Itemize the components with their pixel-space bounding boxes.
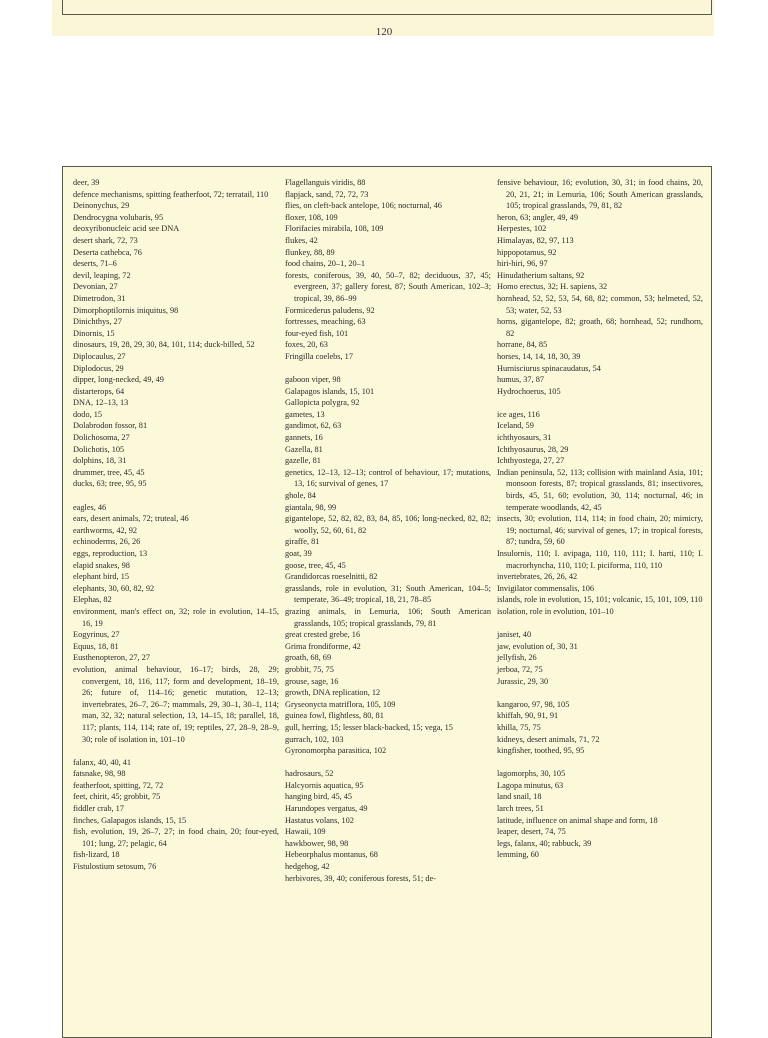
- letter-group-gap: [73, 745, 279, 757]
- index-entry: jellyfish, 26: [497, 653, 537, 663]
- index-entry: Homo erectus, 32; H. sapiens, 32: [497, 282, 608, 292]
- index-entry: hedgehog, 42: [285, 862, 330, 872]
- index-entry: echinoderms, 26, 26: [73, 537, 141, 547]
- index-entry: islands, role in evolution, 15, 101; volcanic, 15, 101, 109, 110: [497, 595, 703, 605]
- index-entry: insects, 30; evolution, 114, 114; in food chain, 20; mimicry, 19; nocturnal, 46; survival of genes, 17; in tropical forests, 87; tundra, 59, 60: [497, 514, 703, 547]
- index-entry: grasslands, role in evolution, 31; South American, 104–5; temperate, 36–49; tropical, 18, 21, 78–85: [285, 583, 491, 605]
- index-entry: horses, 14, 14, 18, 30, 39: [497, 351, 581, 361]
- index-entry: Dolabrodon fossor, 81: [73, 421, 148, 431]
- letter-group-gap: [497, 687, 703, 699]
- index-entry: goose, tree, 45, 45: [285, 560, 346, 570]
- index-entry: Halcyornis aquatica, 95: [285, 780, 364, 790]
- index-entry: Gazella, 81: [285, 444, 323, 454]
- index-entry: eggs, reproduction, 13: [73, 549, 148, 558]
- letter-group-gap: [73, 490, 279, 502]
- index-entry: hippopotamus, 92: [497, 247, 557, 257]
- index-entry: lemming, 60: [497, 850, 539, 860]
- index-entry: dipper, long-necked, 49, 49: [73, 375, 164, 385]
- index-entry: growth, DNA replication, 12: [285, 688, 381, 698]
- index-entry: food chains, 20–1, 20–1: [285, 259, 365, 269]
- index-entry: Grandidorcas roeselnitti, 82: [285, 572, 378, 582]
- index-column-middle: [285, 177, 491, 884]
- index-entry: four-eyed fish, 101: [285, 328, 349, 338]
- letter-group-gap: [285, 757, 491, 769]
- index-entry: heron, 63; angler, 49, 49: [497, 212, 579, 222]
- index-entry: hiri-hiri, 96, 97: [497, 259, 548, 269]
- index-entry: drummer, tree, 45, 45: [73, 467, 145, 477]
- index-entry: Eogyrinus, 27: [73, 630, 120, 640]
- index-entry: Lagopa minutus, 63: [497, 780, 564, 790]
- index-entry: janiset, 40: [497, 630, 532, 640]
- previous-page-frame: [62, 0, 712, 15]
- index-entry: latitude, influence on animal shape and form, 18: [497, 815, 658, 825]
- index-entry: groath, 68, 69: [285, 653, 332, 663]
- index-page: [62, 166, 712, 1038]
- index-entry: horns, gigantelope, 82; groath, 68; hornhead, 52; rundhorn, 82: [497, 317, 703, 338]
- index-entry: elephants, 30, 60, 82, 92: [73, 583, 155, 593]
- index-entry: fish-lizard, 18: [73, 850, 120, 860]
- index-entry: humus, 37, 87: [497, 375, 545, 385]
- index-entry: Formicederus paludens, 92: [285, 305, 375, 315]
- index-entry: fish, evolution, 19, 26–7, 27; in food chain, 20; four-eyed, 101; lung, 27; pelagic, 64: [73, 827, 279, 848]
- index-entry: Ichthyostega, 27, 27: [497, 456, 565, 466]
- index-entry: Hurnisciurus spinacaudatus, 54: [497, 363, 601, 373]
- index-entry: Devonian, 27: [73, 282, 118, 292]
- index-entry: gannets, 16: [285, 433, 323, 443]
- index-entry: Hinudatherium saltans, 92: [497, 270, 585, 280]
- letter-group-gap: [497, 397, 703, 409]
- index-entry: Eusthenopteron, 27, 27: [73, 653, 150, 663]
- index-entry: khilla, 75, 75: [497, 722, 541, 732]
- index-entry: Diplodocus, 29: [73, 363, 124, 373]
- index-entry: horrane, 84, 85: [497, 340, 548, 350]
- index-entry: grobbit, 75, 75: [285, 664, 334, 674]
- index-entry: Flagellanguis viridis, 88: [285, 178, 366, 187]
- index-entry: genetics, 12–13, 12–13; control of behaviour, 17; mutations, 13, 16; survival of genes, 17: [285, 467, 491, 489]
- index-entry: jerboa, 72, 75: [497, 664, 543, 674]
- index-entry: fiddler crab, 17: [73, 804, 124, 814]
- index-entry: Dinichthys, 27: [73, 317, 122, 327]
- index-entry: Dinornis, 15: [73, 328, 115, 338]
- index-entry: lagomorphs, 30, 105: [497, 769, 566, 779]
- index-entry: devil, leaping, 72: [73, 270, 131, 280]
- index-entry: Hebeorphalus montanus, 68: [285, 850, 378, 860]
- index-entry: grazing animals, in Lemuria, 106; South American grasslands, 105; tropical grasslands, 79, 81: [285, 606, 491, 628]
- index-entry: Hastatus volans, 102: [285, 815, 354, 825]
- index-entry: jaw, evolution of, 30, 31: [497, 641, 578, 651]
- letter-group-gap: [285, 363, 491, 375]
- index-entry: gurrach, 102, 103: [285, 734, 344, 744]
- index-entry: larch trees, 51: [497, 804, 544, 814]
- index-entry: elephant bird, 15: [73, 572, 129, 582]
- index-entry: finches, Galapagos islands, 15, 15: [73, 815, 187, 825]
- index-entry: Gallopicta polygra, 92: [285, 398, 360, 408]
- index-entry: land snail, 18: [497, 792, 542, 802]
- index-entry: Dimorphoptilornis iniquitus, 98: [73, 305, 179, 315]
- index-entry: goat, 39: [285, 549, 312, 558]
- index-entry: flies, on cleft-back antelope, 106; nocturnal, 46: [285, 201, 442, 211]
- index-entry: distarterops, 64: [73, 386, 125, 396]
- index-entry: Insulornis, 110; I. avipaga, 110, 110, 111; I. harti, 110; I. macrorhyncha, 110, 110; I. piciforma, 110, 110: [497, 549, 703, 570]
- index-entry: desert shark, 72, 73: [73, 235, 138, 245]
- index-entry: fortresses, meaching, 63: [285, 317, 366, 327]
- index-entry: Deserta cathebca, 76: [73, 247, 142, 257]
- index-entry: leaper, desert, 74, 75: [497, 827, 566, 837]
- index-entry: isolation, role in evolution, 101–10: [497, 606, 614, 616]
- index-entry: hawkbower, 98, 98: [285, 838, 349, 848]
- letter-group-gap: [497, 618, 703, 630]
- index-entry: legs, falanx, 40; rabbuck, 39: [497, 838, 592, 848]
- index-entry: Dolichosoma, 27: [73, 433, 130, 443]
- index-entry: gigantelope, 52, 82, 82, 83, 84, 85, 106; long-necked, 82, 82; woolly, 52, 60, 61, 82: [285, 514, 491, 535]
- index-entry: featherfoot, spitting, 72, 72: [73, 780, 164, 790]
- index-entry: hornhead, 52, 52, 53, 54, 68, 82; common, 53; helmeted, 52, 53; water, 52, 53: [497, 293, 703, 315]
- index-entry: Invigilator commensalis, 106: [497, 583, 595, 593]
- index-entry: Hawaii, 109: [285, 827, 326, 837]
- index-entry: Harundopes vergatus, 49: [285, 804, 368, 814]
- index-entry: Fistulostium setosum, 76: [73, 862, 157, 872]
- index-entry: khiffah, 90, 91, 91: [497, 711, 559, 721]
- index-entry: earthworms, 42, 92: [73, 525, 138, 535]
- index-entry: Iceland, 59: [497, 421, 534, 431]
- index-entry: ghole, 84: [285, 491, 316, 501]
- index-entry: Grima frondiforme, 42: [285, 641, 361, 651]
- index-entry: kingfisher, toothed, 95, 95: [497, 746, 585, 756]
- index-entry: guinea fowl, flightless, 80, 81: [285, 711, 384, 721]
- index-entry: gazelle, 81: [285, 456, 321, 466]
- index-entry: feet, chirit, 45; grobbit, 75: [73, 792, 161, 802]
- index-entry: herbivores, 39, 40; coniferous forests, 51; de-: [285, 873, 436, 883]
- index-entry: hadrosaurs, 52: [285, 769, 334, 779]
- index-entry: hanging bird, 45, 45: [285, 792, 353, 802]
- index-entry: Florifacies mirabila, 108, 109: [285, 224, 384, 234]
- index-entry: evolution, animal behaviour, 16–17; birds, 28, 29; convergent, 18, 116, 117; form and development, 18–19, 26; future of, 114–16; genetic mutation, 12–13; invertebrates, 26–7, 26–7; mammals, 29, 30–1, 30–1, 114; man, 32, 32; natural selection, 13, 14–15, 18; parallel, 18, 117; plants, 114, 114; rate of, 19; reptiles, 27, 28–9, 28–9, 30; role of isolation in, 101–10: [73, 664, 279, 744]
- index-entry: DNA, 12–13, 13: [73, 398, 129, 408]
- index-entry: Elephas, 82: [73, 595, 112, 605]
- index-entry: Dolichotis, 105: [73, 444, 125, 454]
- index-entry: Indian peninsula, 52, 113; collision with mainland Asia, 101; monsoon forests, 87; tropical grasslands, 81; insectivores, birds, 45, 51, 60; evolution, 30, 114; nocturnal, 46; in temperate woodlands, 42, 45: [497, 467, 703, 512]
- index-entry: gull, herring, 15; lesser black-backed, 15; vega, 15: [285, 722, 453, 732]
- index-entry: flunkey, 88, 89: [285, 247, 335, 257]
- index-entry: Ichthyosaurus, 28, 29: [497, 444, 569, 454]
- index-entry: Diplocaulus, 27: [73, 351, 126, 361]
- index-entry: ichthyosaurs, 31: [497, 433, 552, 443]
- index-entry: forests, coniferous, 39, 40, 50–7, 82; deciduous, 37, 45; evergreen, 37; gallery forest, 87; South American, 102–3; tropical, 39, 86–99: [285, 270, 491, 303]
- letter-group-gap: [497, 757, 703, 769]
- index-entry: environment, man's effect on, 32; role in evolution, 14–15, 16, 19: [73, 606, 279, 628]
- index-column-right: [497, 177, 703, 861]
- index-entry: giantala, 98, 99: [285, 502, 337, 512]
- index-entry: Hydrochoerus, 105: [497, 386, 561, 396]
- index-entry: eagles, 46: [73, 502, 107, 512]
- index-entry: invertebrates, 26, 26, 42: [497, 572, 578, 582]
- index-entry: Herpestes, 102: [497, 224, 547, 234]
- index-entry: gametes, 13: [285, 409, 325, 419]
- index-entry: ice ages, 116: [497, 409, 540, 419]
- index-entry: elapid snakes, 98: [73, 560, 130, 570]
- index-entry: Equus, 18, 81: [73, 641, 119, 651]
- index-entry: great crested grebe, 16: [285, 630, 361, 640]
- index-entry: Deinonychus, 29: [73, 201, 130, 211]
- index-entry: ducks, 63; tree, 95, 95: [73, 479, 147, 489]
- index-entry: kangaroo, 97, 98, 105: [497, 699, 570, 709]
- index-entry: Himalayas, 82, 97, 113: [497, 235, 574, 245]
- index-entry: fatsnake, 98, 98: [73, 769, 126, 779]
- index-entry: deoxyribonucleic acid see DNA: [73, 224, 180, 234]
- index-entry: Dendrocygna volubaris, 95: [73, 212, 164, 222]
- index-entry: giraffe, 81: [285, 537, 320, 547]
- index-entry: falanx, 40, 40, 41: [73, 757, 132, 767]
- index-entry: ears, desert animals, 72; truteal, 46: [73, 514, 189, 524]
- index-entry: flukes, 42: [285, 235, 318, 245]
- index-entry: dinosaurs, 19, 28, 29, 30, 84, 101, 114; duck-billed, 52: [73, 340, 255, 350]
- index-entry: deer, 39: [73, 178, 100, 187]
- index-entry: grouse, sage, 16: [285, 676, 339, 686]
- index-entry: gandimot, 62, 63: [285, 421, 342, 431]
- index-entry: Fringilla coelebs, 17: [285, 351, 353, 361]
- page-number: 120: [375, 26, 393, 38]
- index-column-left: [73, 177, 279, 873]
- index-entry: Gyronomorpha parasitica, 102: [285, 746, 387, 756]
- index-entry: dodo, 15: [73, 409, 103, 419]
- index-entry: gaboon viper, 98: [285, 375, 341, 385]
- index-entry: Galapagos islands, 15, 101: [285, 386, 375, 396]
- index-entry: flapjack, sand, 72, 72, 73: [285, 189, 369, 199]
- index-entry: dolphins, 18, 31: [73, 456, 127, 466]
- index-entry: Gryseonycta matriflora, 105, 109: [285, 699, 396, 709]
- index-entry: Jurassic, 29, 30: [497, 676, 549, 686]
- index-entry: floxer, 108, 109: [285, 212, 338, 222]
- index-entry: Dimetrodon, 31: [73, 293, 126, 303]
- index-entry: kidneys, desert animals, 71, 72: [497, 734, 600, 744]
- index-entry: foxes, 20, 63: [285, 340, 328, 350]
- index-entry: fensive behaviour, 16; evolution, 30, 31; in food chains, 20, 20, 21, 21; in Lemuria, 106; South American grasslands, 105; tropical grasslands, 79, 81, 82: [497, 178, 703, 211]
- index-entry: deserts, 71–6: [73, 259, 117, 269]
- index-entry: defence mechanisms, spitting featherfoot, 72; terratail, 110: [73, 189, 269, 199]
